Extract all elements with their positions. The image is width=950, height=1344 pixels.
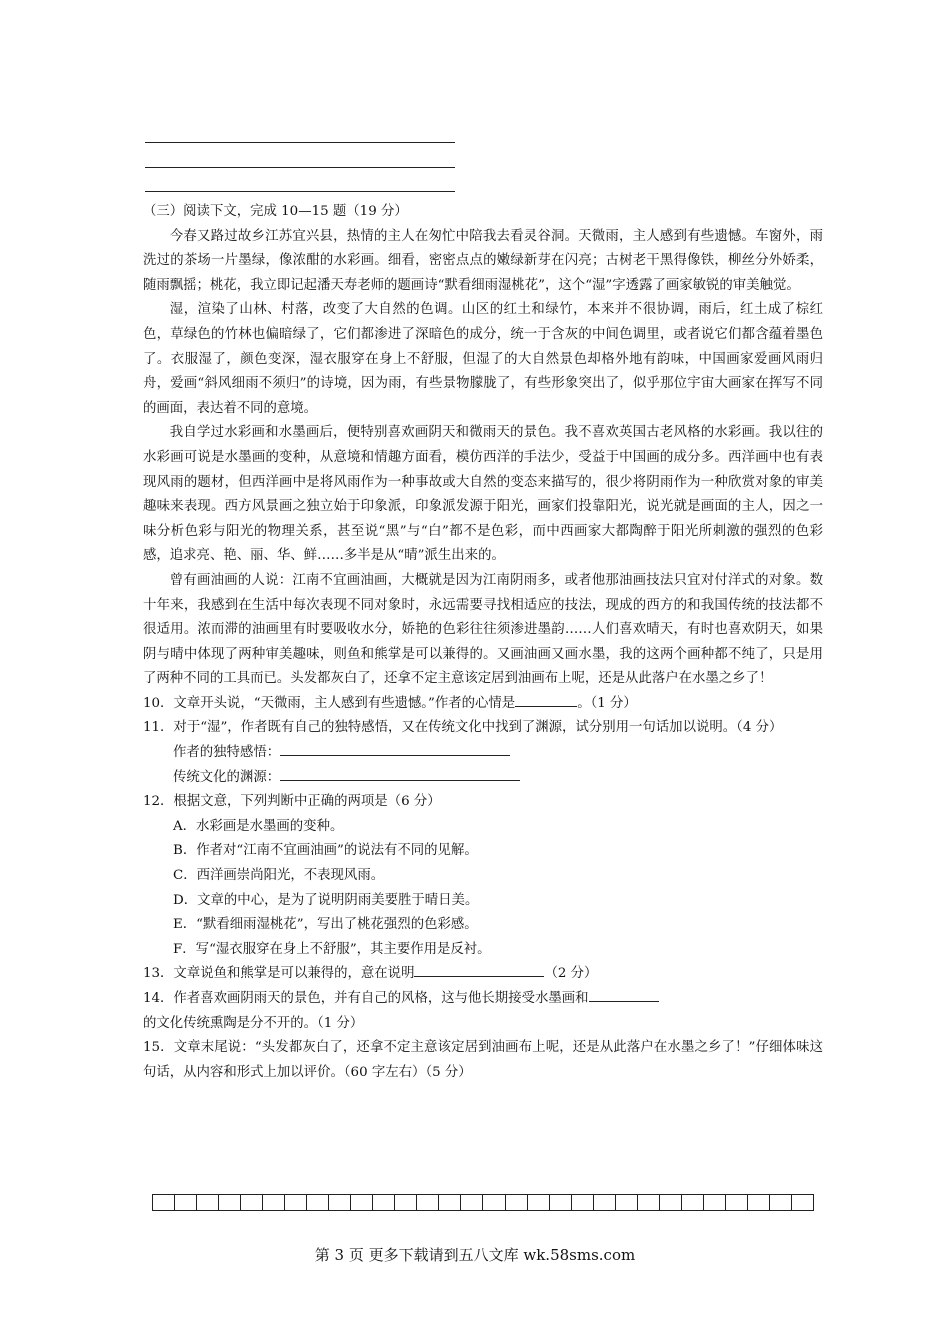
question-11-row-1 — [143, 741, 823, 766]
question-14-line-2: 的文化传统熏陶是分不开的。（1 分） — [143, 1015, 364, 1031]
question-13-text: 13．文章说鱼和熊掌是可以兼得的，意在说明 — [143, 966, 415, 982]
answer-grid-cell[interactable] — [219, 1195, 241, 1210]
answer-grid-cell[interactable] — [329, 1195, 351, 1210]
passage-paragraph-4: 曾有画油画的人说：江南不宜画油画，大概就是因为江南阴雨多，或者他那油画技法只宜对付洋式的对象。数十年来，我感到在生活中每次表现不同对象时，永远需要寻找相适应的技法，现成的西方的和我国传统的技法都不很适用。浓而滞的油画里有时要吸收水分，娇艳的色彩往往须渗进墨韵……人们喜欢晴天，有时也喜欢阴天，如果阴与晴中体现了两种审美趣味，则鱼和熊掌是可以兼得的。又画油画又画水墨，我的这两个画种都不纯了，只是用了两种不同的工具而已。头发都灰白了，还拿不定主意该定居到油画布上呢，还是从此落户在水墨之乡了！ — [143, 572, 823, 687]
answer-grid-cell[interactable] — [682, 1195, 704, 1210]
answer-line-3 — [145, 191, 455, 192]
answer-grid-cell[interactable] — [461, 1195, 483, 1210]
answer-grid[interactable] — [152, 1194, 814, 1211]
answer-grid-cell[interactable] — [307, 1195, 329, 1210]
answer-grid-cell[interactable] — [616, 1195, 638, 1210]
question-10-text: 10．文章开头说，“天微雨，主人感到有些遗憾。”作者的心情是 — [143, 695, 516, 711]
question-11-blank-2[interactable] — [280, 766, 520, 781]
answer-grid-cell[interactable] — [770, 1195, 792, 1210]
question-12-option-b: B．作者对“江南不宜画油画”的说法有不同的见解。 — [173, 843, 478, 859]
answer-grid-cell[interactable] — [483, 1195, 505, 1210]
question-14 — [143, 987, 823, 1012]
answer-grid-cell[interactable] — [417, 1195, 439, 1210]
question-12-option-f: F．写“湿衣服穿在身上不舒服”，其主要作用是反衬。 — [173, 941, 491, 957]
answer-grid-cell[interactable] — [660, 1195, 682, 1210]
answer-grid-cell[interactable] — [550, 1195, 572, 1210]
answer-grid-cell[interactable] — [572, 1195, 594, 1210]
answer-grid-cell[interactable] — [351, 1195, 373, 1210]
answer-line-2 — [145, 167, 455, 168]
question-11: 11．对于“湿”，作者既有自己的独特感悟，又在传统文化中找到了渊源，试分别用一句话加以说明。（4 分） — [143, 720, 783, 736]
question-11-blank-1[interactable] — [280, 741, 510, 756]
question-12-option-e: E．“默看细雨湿桃花”，写出了桃花强烈的色彩感。 — [173, 917, 478, 933]
answer-grid-cell[interactable] — [241, 1195, 263, 1210]
answer-grid-cell[interactable] — [792, 1195, 813, 1210]
question-10-score: 。（1 分） — [577, 695, 637, 711]
question-10-blank[interactable] — [515, 692, 577, 707]
question-12-option-d: D．文章的中心，是为了说明阴雨美要胜于晴日美。 — [173, 892, 479, 908]
question-10 — [143, 692, 823, 717]
page-footer: 第 3 页 更多下载请到五八文库 wk.58sms.com — [314, 1246, 636, 1264]
answer-grid-cell[interactable] — [528, 1195, 550, 1210]
answer-grid-cell[interactable] — [506, 1195, 528, 1210]
answer-grid-cell[interactable] — [285, 1195, 307, 1210]
answer-grid-cell[interactable] — [638, 1195, 660, 1210]
answer-grid-cell[interactable] — [263, 1195, 285, 1210]
answer-line-1 — [145, 142, 455, 143]
question-13-blank[interactable] — [414, 962, 544, 977]
question-15: 15．文章末尾说：“头发都灰白了，还拿不定主意该定居到油画布上呢，还是从此落户在水墨之乡了！”仔细体味这句话，从内容和形式上加以评价。（60 字左右）（5 分） — [143, 1040, 823, 1080]
section-heading: （三）阅读下文，完成 10—15 题（19 分） — [143, 204, 408, 219]
passage-paragraph-2: 湿，渲染了山林、村落，改变了大自然的色调。山区的红土和绿竹，本来并不很协调，雨后，红土成了棕红色，草绿色的竹林也偏暗绿了，它们都渗进了深暗色的成分，统一于含灰的中间色调里，或者说它们都含蕴着墨色了。衣服湿了，颜色变深，湿衣服穿在身上不舒服，但湿了的大自然景色却格外地有韵味，中国画家爱画风雨归舟，爱画“斜风细雨不须归”的诗境，因为雨，有些景物朦胧了，有些形象突出了，似乎那位宇宙大画家在挥写不同的画面，表达着不同的意境。 — [143, 302, 823, 416]
exam-content — [143, 200, 823, 1085]
answer-grid-cell[interactable] — [153, 1195, 175, 1210]
passage-paragraph-3: 我自学过水彩画和水墨画后，便特别喜欢画阴天和微雨天的景色。我不喜欢英国古老风格的水彩画。我以往的水彩画可说是水墨画的变种，从意境和情趣方面看，模仿西洋的手法少，受益于中国画的成分多。西洋画中也有表现风雨的题材，但西洋画中是将风雨作为一种事故或大自然的变态来描写的，很少将阴雨作为一种欣赏对象的审美趣味来表现。西方风景画之独立始于印象派，印象派发源于阳光，画家们投靠阳光，说光就是画面的主人，因之一味分析色彩与阳光的物理关系，甚至说“黑”与“白”都不是色彩，而中西画家大都陶醉于阳光所刺激的强烈的色彩感，追求亮、艳、丽、华、鲜……多半是从“晴”派生出来的。 — [143, 425, 823, 564]
answer-grid-cell[interactable] — [197, 1195, 219, 1210]
answer-grid-cell[interactable] — [175, 1195, 197, 1210]
answer-grid-cell[interactable] — [748, 1195, 770, 1210]
answer-grid-cell[interactable] — [395, 1195, 417, 1210]
question-12-option-a: A．水彩画是水墨画的变种。 — [173, 818, 344, 834]
question-11-row-2 — [143, 766, 823, 791]
question-14-blank[interactable] — [589, 987, 659, 1002]
question-11-label-2: 传统文化的渊源： — [173, 769, 281, 785]
answer-grid-cell[interactable] — [439, 1195, 461, 1210]
question-14-text: 14．作者喜欢画阴雨天的景色，并有自己的风格，这与他长期接受水墨画和 — [143, 991, 589, 1006]
answer-grid-cell[interactable] — [373, 1195, 395, 1210]
answer-grid-cell[interactable] — [704, 1195, 726, 1210]
answer-grid-cell[interactable] — [726, 1195, 748, 1210]
question-11-label-1: 作者的独特感悟： — [173, 745, 281, 761]
question-13 — [143, 962, 823, 987]
question-12: 12．根据文意，下列判断中正确的两项是（6 分） — [143, 794, 441, 810]
passage-paragraph-1: 今春又路过故乡江苏宜兴县，热情的主人在匆忙中陪我去看灵谷洞。天微雨，主人感到有些遗憾。车窗外，雨洗过的茶场一片墨绿，像浓酣的水彩画。细看，密密点点的嫩绿新芽在闪亮；古树老干黑得像铁，柳丝分外娇柔，随雨飘摇；桃花，我立即记起潘天寿老师的题画诗“默看细雨湿桃花”，这个“湿”字透露了画家敏锐的审美触觉。 — [143, 228, 823, 293]
answer-grid-cell[interactable] — [594, 1195, 616, 1210]
question-12-option-c: C．西洋画崇尚阳光，不表现风雨。 — [173, 868, 385, 884]
question-13-score: （2 分） — [544, 966, 598, 982]
